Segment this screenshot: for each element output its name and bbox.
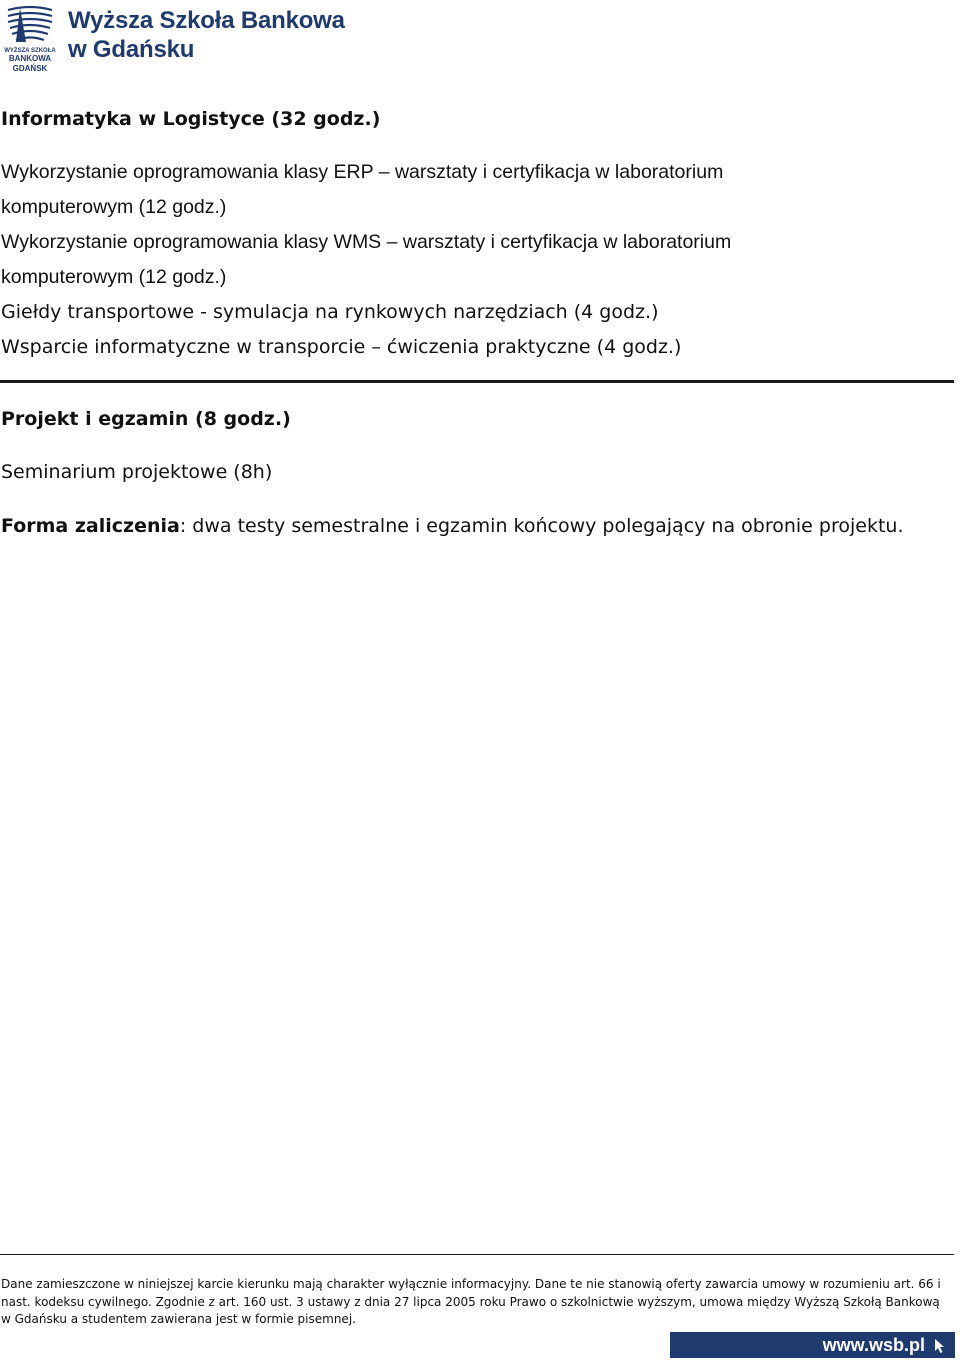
footer-disclaimer: Dane zamieszczone w niniejszej karcie kierunku mają charakter wyłącznie informacyjny. Dane te nie stanowią oferty zawarcia umowy w rozumieniu art. 66 i nast. kodeksu cywilnego. Zgodnie z art. 160 ust. 3 ustawy z dnia 27 lipca 2005 roku Prawo o szkolnictwie wyższym, umowa między Wyższą Szkołą Bankową w Gdańsku a studentem zawierana jest w formie pisemnej. (1, 1277, 941, 1326)
seminar-line: Seminarium projektowe (8h) (1, 461, 273, 483)
section-title-project: Projekt i egzamin (8 godz.) (1, 408, 291, 430)
section-title-informatics: Informatyka w Logistyce (32 godz.) (1, 108, 381, 130)
section-divider (0, 380, 954, 383)
university-logo (2, 2, 352, 76)
cursor-arrow-icon (934, 1338, 946, 1354)
assessment-label: Forma zaliczenia (1, 515, 180, 537)
course-line: Giełdy transportowe - symulacja na rynkowych narzędziach (4 godz.) (1, 301, 659, 323)
section-informatics-list (1, 155, 954, 365)
course-line: Wsparcie informatyczne w transporcie – ćwiczenia praktyczne (4 godz.) (1, 336, 682, 358)
footer-divider (0, 1254, 954, 1255)
course-line: Wykorzystanie oprogramowania klasy WMS – warsztaty i certyfikacja w laboratorium (1, 231, 732, 253)
wsb-emblem-icon (2, 2, 58, 76)
website-url[interactable]: www.wsb.pl (822, 1335, 925, 1355)
logo-wordmark (68, 6, 345, 64)
assessment-line (1, 509, 954, 544)
course-line: komputerowym (12 godz.) (1, 196, 227, 218)
svg-text:WYŻSZA SZKOŁA: WYŻSZA SZKOŁA (4, 48, 56, 54)
course-line: komputerowym (12 godz.) (1, 266, 227, 288)
assessment-text: : dwa testy semestralne i egzamin końcowy polegający na obronie projektu. (179, 515, 904, 537)
svg-text:GDAŃSK: GDAŃSK (12, 64, 48, 73)
website-link[interactable] (670, 1332, 955, 1358)
logo-line-1: Wyższa Szkoła Bankowa (68, 7, 345, 34)
svg-text:BANKOWA: BANKOWA (8, 54, 52, 63)
course-line: Wykorzystanie oprogramowania klasy ERP – warsztaty i certyfikacja w laboratorium (1, 161, 724, 183)
logo-line-2: w Gdańsku (68, 36, 195, 63)
